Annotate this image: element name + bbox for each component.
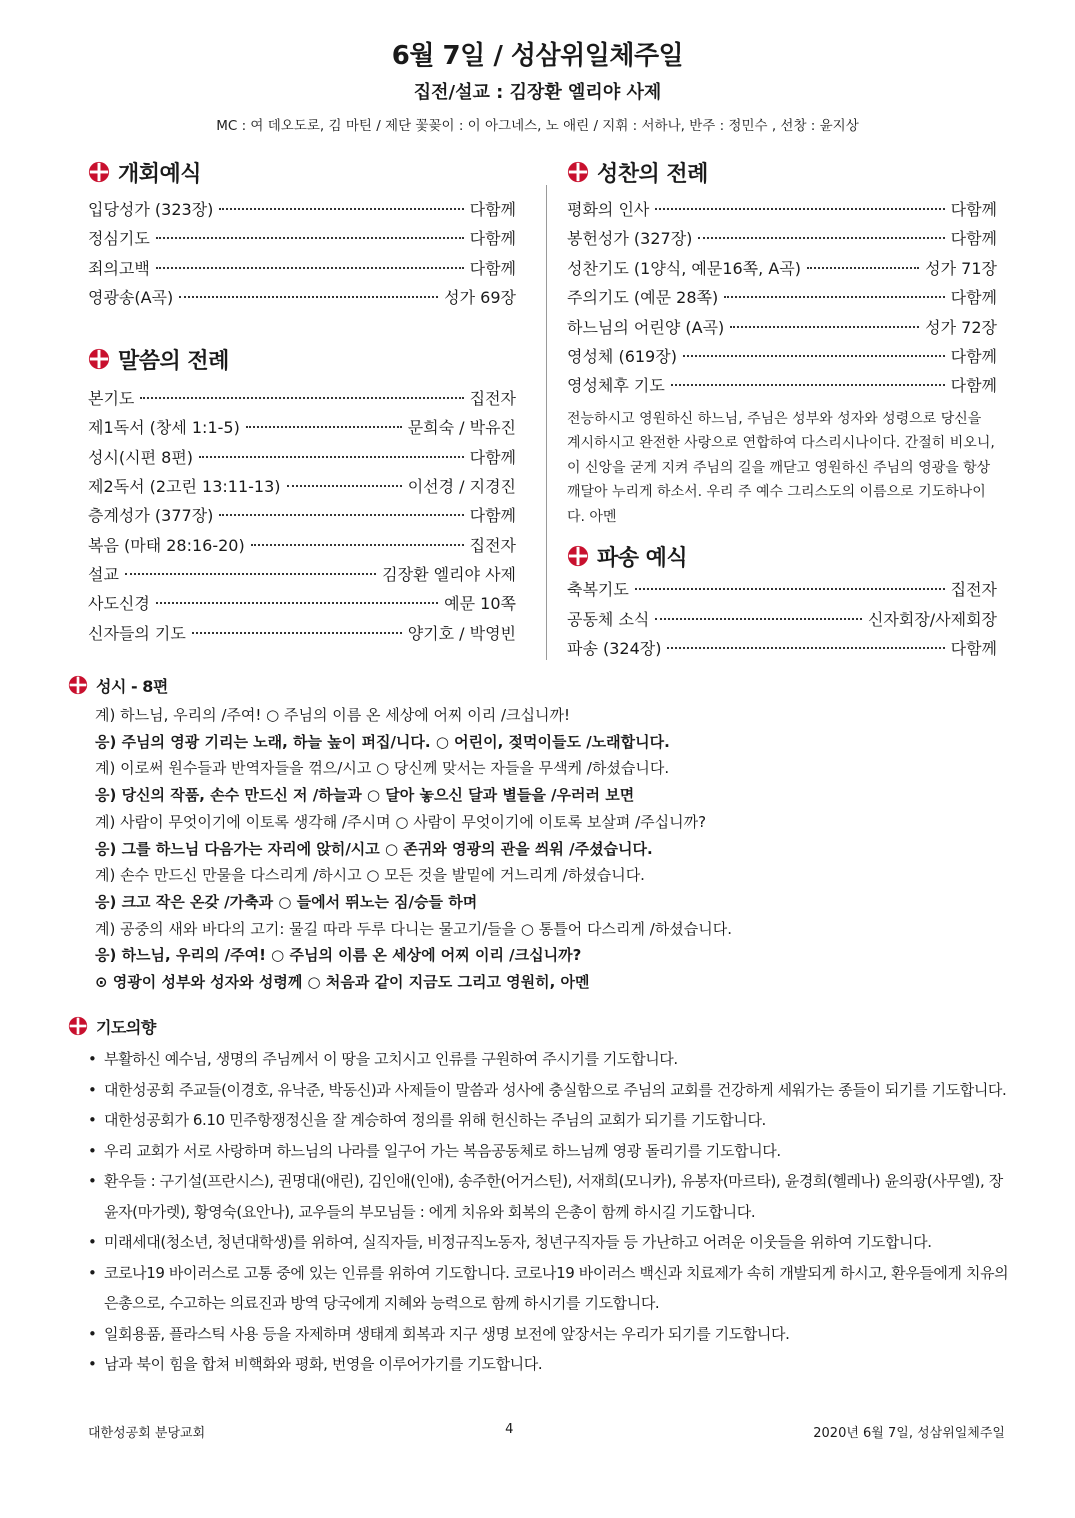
dot-leader (219, 208, 463, 210)
section-title: 파송 예식 (597, 545, 688, 571)
psalm-response-line: 응) 하느님, 우리의 /주여! ○ 주님의 이름 온 세상에 어찌 이리 /크십니까? (95, 946, 582, 965)
section-word-heading (88, 342, 516, 376)
dot-leader (156, 267, 464, 269)
intention-item: • 일회용품, 플라스틱 사용 등을 자제하며 생태계 회복과 지구 생명 보전에 앞장서는 우리가 되기를 기도합니다. (88, 1319, 1010, 1350)
order-item-value: 다함께 (469, 258, 516, 278)
psalm-heading (68, 672, 168, 698)
order-item-value: 성가 71장 (925, 258, 997, 278)
dot-leader (683, 355, 945, 357)
order-item (88, 591, 516, 620)
cross-circle-icon (567, 161, 589, 183)
page-title: 6월 7일 / 성삼위일체주일 (391, 41, 684, 71)
dot-leader (125, 573, 376, 575)
order-item-value: 다함께 (469, 506, 516, 526)
dot-leader (179, 296, 438, 298)
order-item-value: 이선경 / 지경진 (407, 477, 516, 497)
order-item-value: 집전자 (950, 580, 997, 600)
order-item (567, 256, 997, 285)
cross-circle-icon (68, 675, 88, 695)
column-divider (546, 185, 547, 660)
intention-item: • 미래세대(청소년, 청년대학생)를 위하여, 실직자들, 비정규직노동자, 청년구직자들 등 가난하고 어려운 이웃들을 위하여 기도합니다. (88, 1227, 1010, 1258)
order-item (88, 503, 516, 532)
order-item (88, 386, 516, 415)
intention-item: • 남과 북이 힘을 합쳐 비핵화와 평화, 번영을 이루어가기를 기도합니다. (88, 1349, 1010, 1380)
order-item-name: 하느님의 어린양 (A곡) (567, 317, 725, 337)
psalm-title: 성시 - 8편 (96, 676, 168, 696)
left-column (88, 155, 516, 650)
order-item (567, 636, 997, 665)
order-item-name: 영광송(A곡) (88, 287, 174, 307)
intentions-heading (68, 1013, 156, 1039)
order-item (88, 533, 516, 562)
order-item-name: 죄의고백 (88, 258, 150, 278)
order-item-value: 다함께 (950, 288, 997, 308)
order-item-name: 입당성가 (323장) (88, 200, 214, 219)
order-item (567, 285, 997, 314)
intentions-heading-block (68, 1013, 156, 1039)
order-item-value: 다함께 (950, 376, 997, 396)
order-item-name: 성찬기도 (1양식, 예문16쪽, A곡) (567, 258, 801, 278)
dot-leader (698, 237, 944, 239)
order-item (88, 562, 516, 591)
cross-circle-icon (88, 161, 110, 183)
intention-item: • 코로나19 바이러스로 고통 중에 있는 인류를 위하여 기도합니다. 코로나19 바이러스 백신과 치료제가 속히 개발되게 하시고, 환우들에게 치유의 은총으로, 수고하는 의료진과 방역 당국에게 지혜와 능력으로 함께 하시기를 기도합니다. (88, 1258, 1010, 1319)
order-item-name: 평화의 인사 (567, 200, 650, 219)
order-item-value: 다함께 (469, 447, 516, 467)
intention-item: • 부활하신 예수님, 생명의 주님께서 이 땅을 고치시고 인류를 구원하여 주시기를 기도합니다. (88, 1044, 1010, 1075)
order-item-name: 정심기도 (88, 229, 150, 249)
order-item-name: 제1독서 (창세 1:1-5) (88, 418, 240, 438)
footer-church: 대한성공회 분당교회 (88, 1426, 206, 1441)
psalm-verse-line: 계) 공중의 새와 바다의 고기: 물길 따라 두루 다니는 물고기/들을 ○ 통틀어 다스리게 /하셨습니다. (95, 919, 732, 938)
order-item (567, 226, 997, 255)
order-item-value: 양기호 / 박영빈 (407, 623, 516, 643)
dot-leader (156, 237, 464, 239)
psalm-verse-line: 계) 사람이 무엇이기에 이토록 생각해 /주시며 ○ 사람이 무엇이기에 이토록 보살펴 /주십니까? (95, 812, 707, 831)
intention-item: • 우리 교회가 서로 사랑하며 하느님의 나라를 일구어 가는 복음공동체로 하느님께 영광 돌리기를 기도합니다. (88, 1136, 1010, 1167)
post-communion-prayer: 전능하시고 영원하신 하느님, 주님은 성부와 성자와 성령으로 당신을 계시하시고 완전한 사랑으로 연합하여 다스리시나이다. 간절히 비오니, 이 신앙을 굳게 지켜 주님의 길을 깨닫고 영원하신 주님의 영광을 항상 깨달아 누리게 하소서. 우리 주 예수 그리스도의 이름으로 기도하나이다. 아멘 (567, 410, 995, 525)
dot-leader (635, 588, 945, 590)
cross-circle-icon (68, 1016, 88, 1036)
order-item-value: 다함께 (469, 200, 516, 219)
page-footer (88, 1422, 1005, 1441)
order-item-name: 층계성가 (377장) (88, 506, 214, 526)
order-item (88, 226, 516, 255)
order-item (88, 445, 516, 474)
footer-date: 2020년 6월 7일, 성삼위일체주일 (813, 1426, 1005, 1441)
intention-item: • 대한성공회 주교들(이경호, 유낙준, 박동신)과 사제들이 말씀과 성사에 충실함으로 주님의 교회를 건강하게 세워가는 종들이 되기를 기도합니다. (88, 1075, 1010, 1106)
order-item-name: 신자들의 기도 (88, 623, 186, 643)
order-item-value: 집전자 (469, 389, 516, 409)
credits-line: MC : 여 데오도로, 김 마틴 / 제단 꽃꽂이 : 이 아그네스, 노 애린 / 지휘 : 서하나, 반주 : 정민수 , 선창 : 윤지상 (216, 118, 859, 134)
order-item-value: 다함께 (950, 200, 997, 219)
dot-leader (655, 208, 944, 210)
order-item-name: 파송 (324장) (567, 639, 662, 659)
psalm-response-line: 응) 그를 하느님 다음가는 자리에 앉히/시고 ○ 존귀와 영광의 관을 씌워 /주셨습니다. (95, 839, 653, 858)
dot-leader (655, 618, 862, 620)
section-title: 개회예식 (118, 161, 202, 187)
psalm-response-line: 응) 크고 작은 온갖 /가축과 ○ 들에서 뛰노는 짐/승들 하며 (95, 892, 478, 911)
dot-leader (199, 456, 464, 458)
order-item-name: 제2독서 (2고린 13:11-13) (88, 477, 281, 497)
order-item-value: 집전자 (469, 535, 516, 555)
order-item-name: 공동체 소식 (567, 609, 650, 629)
order-item (88, 415, 516, 444)
order-item-value: 성가 69장 (444, 287, 516, 307)
psalm-verse-line: 계) 하느님, 우리의 /주여! ○ 주님의 이름 온 세상에 어찌 이리 /크십니까! (95, 706, 571, 724)
order-item-value: 신자회장/사제회장 (867, 609, 997, 629)
order-item-name: 복음 (마태 28:16-20) (88, 535, 245, 555)
order-item (567, 577, 997, 606)
order-item-value: 다함께 (950, 229, 997, 249)
dot-leader (192, 632, 402, 634)
psalm-response-line: 응) 당신의 작품, 손수 만드신 저 /하늘과 ○ 달아 놓으신 달과 별들을 /우러러 보면 (95, 786, 635, 805)
order-item (567, 315, 997, 344)
dot-leader (724, 296, 944, 298)
order-item (567, 373, 997, 402)
order-item-value: 문희숙 / 박유진 (407, 418, 516, 438)
dot-leader (730, 326, 919, 328)
page-header (0, 38, 1075, 136)
order-item-value: 김장환 엘리야 사제 (382, 564, 516, 584)
section-gathering-heading (88, 155, 516, 189)
footer-page-number: 4 (505, 1422, 514, 1437)
order-item-value: 다함께 (950, 639, 997, 659)
psalm-verse-line: 계) 손수 만드신 만물을 다스리게 /하시고 ○ 모든 것을 발밑에 거느리게 /하셨습니다. (95, 866, 645, 885)
section-title: 성찬의 전례 (597, 161, 708, 187)
right-column (567, 155, 997, 665)
cross-circle-icon (567, 545, 589, 567)
dot-leader (287, 485, 402, 487)
cross-circle-icon (88, 348, 110, 370)
order-item-name: 성시(시편 8편) (88, 447, 194, 467)
order-item (88, 256, 516, 285)
order-item (88, 197, 516, 226)
celebrant-line: 집전/설교 : 김장환 엘리야 사제 (413, 82, 662, 103)
dot-leader (807, 267, 919, 269)
order-item (88, 474, 516, 503)
order-item-value: 예문 10쪽 (444, 594, 516, 614)
psalm-heading-block (68, 672, 168, 698)
word-list (88, 386, 516, 650)
dot-leader (140, 397, 463, 399)
intentions-list (88, 1044, 1010, 1380)
order-item-name: 사도신경 (88, 594, 150, 614)
order-item (567, 344, 997, 373)
psalm-verse-line: 계) 이로써 원수들과 반역자들을 꺾으/시고 ○ 당신께 맞서는 자들을 무색케 /하셨습니다. (95, 759, 670, 778)
dot-leader (667, 647, 944, 649)
order-item (88, 285, 516, 314)
order-item-name: 영성체 (619장) (567, 346, 677, 366)
order-item-name: 축복기도 (567, 580, 629, 600)
order-item-name: 영성체후 기도 (567, 376, 665, 396)
intention-item: • 환우들 : 구기설(프란시스), 권명대(애린), 김인애(인애), 송주한(어거스틴), 서재희(모니카), 유봉자(마르타), 윤경희(헬레나) 윤의광(사무엘), 장윤자(마가렛), 황영숙(요안나), 교우들의 부모님들 : 에게 치유와 회복의 은총이 함께 하시길 기도합니다. (88, 1166, 1010, 1227)
section-eucharist-heading (567, 155, 997, 189)
intention-item: • 대한성공회가 6.10 민주항쟁정신을 잘 계승하여 정의를 위해 헌신하는 주님의 교회가 되기를 기도합니다. (88, 1105, 1010, 1136)
dismissal-list (567, 577, 997, 665)
section-dismissal-heading (567, 539, 997, 573)
order-item-name: 설교 (88, 564, 119, 584)
order-item-value: 다함께 (950, 346, 997, 366)
order-item (567, 607, 997, 636)
dot-leader (156, 602, 438, 604)
order-item-value: 성가 72장 (925, 317, 997, 337)
gathering-list (88, 197, 516, 314)
psalm-response-line: ⊙ 영광이 성부와 성자와 성령께 ○ 처음과 같이 지금도 그리고 영원히, 아멘 (95, 973, 590, 992)
psalm-response-line: 응) 주님의 영광 기리는 노래, 하늘 높이 퍼집/니다. ○ 어린이, 젖먹이들도 /노래합니다. (95, 732, 670, 751)
order-item-name: 본기도 (88, 389, 135, 409)
intentions-title: 기도의향 (96, 1017, 156, 1037)
section-title: 말씀의 전례 (118, 348, 229, 374)
dot-leader (671, 384, 945, 386)
eucharist-list (567, 197, 997, 403)
order-item-name: 봉헌성가 (327장) (567, 229, 693, 249)
dot-leader (219, 514, 463, 516)
order-item-value: 다함께 (469, 229, 516, 249)
order-item (567, 197, 997, 226)
order-item-name: 주의기도 (예문 28쪽) (567, 288, 719, 308)
dot-leader (251, 544, 464, 546)
psalm-text (95, 702, 1015, 996)
order-item (88, 621, 516, 650)
dot-leader (246, 426, 402, 428)
